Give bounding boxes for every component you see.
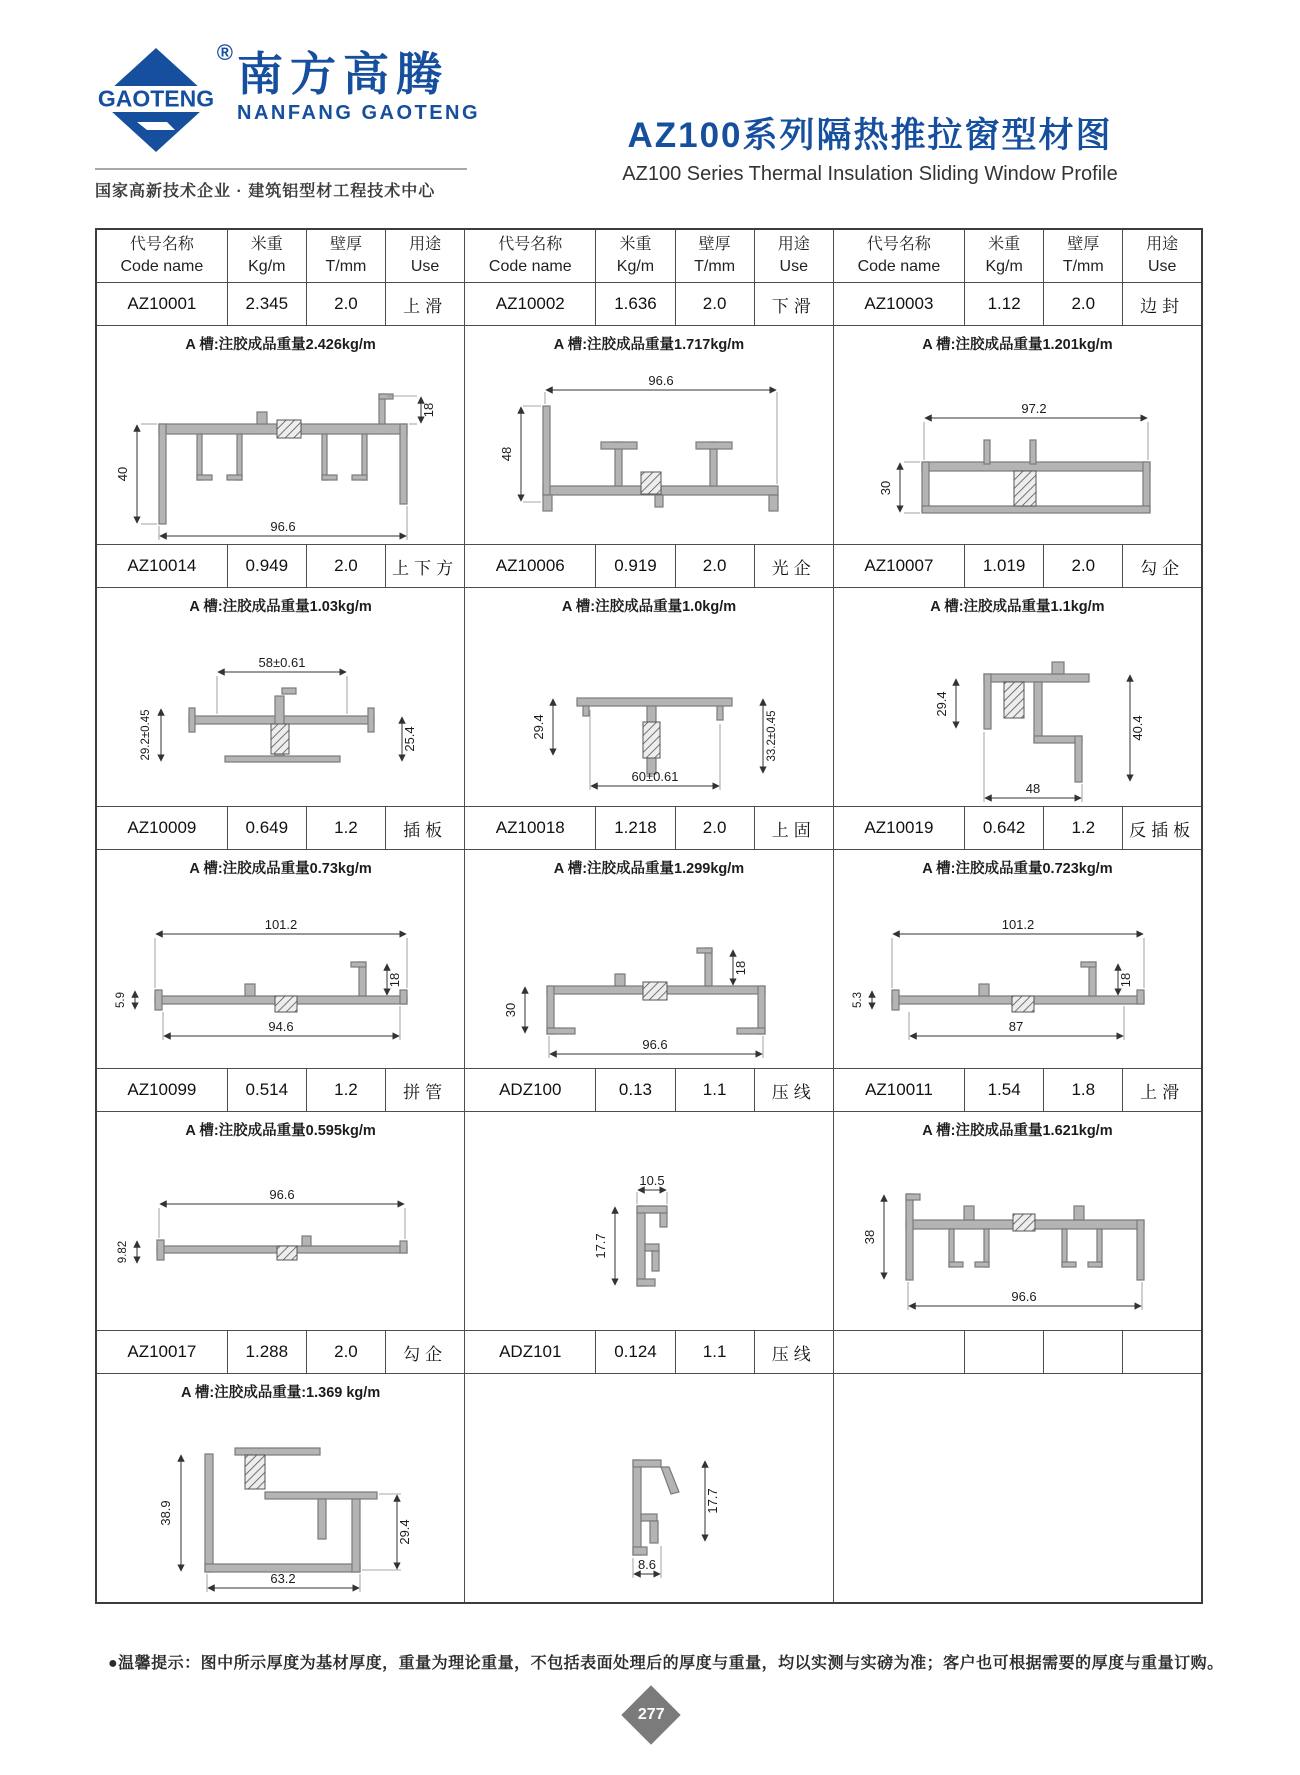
dim-label: 63.2 — [270, 1571, 296, 1586]
col-header-code-cn: 代号名称 — [129, 236, 194, 254]
profile-diagram-adz100 — [465, 1140, 833, 1330]
use-cell: 拼管 — [386, 1069, 465, 1112]
gaoteng-diamond-logo-icon — [95, 44, 217, 156]
weight-cell: 0.919 — [596, 545, 675, 588]
dim-label: 8.6 — [638, 1557, 657, 1572]
dim-label: 30 — [877, 480, 893, 496]
dim-label: 17.7 — [705, 1488, 721, 1514]
dim-label: 97.2 — [1021, 401, 1047, 416]
glue-weight-label: A 槽:注胶成品重量1.03kg/m — [189, 599, 372, 615]
dim-label: 101.2 — [1001, 917, 1035, 932]
brand-name-en: NANFANG GAOTENG — [237, 102, 481, 125]
code-cell-empty — [833, 1331, 964, 1374]
dim-label: 94.6 — [268, 1019, 294, 1034]
col-header-weight: 米重 Kg/m — [965, 229, 1044, 283]
col-header-use — [386, 229, 465, 283]
code-row-5 — [96, 1331, 1202, 1374]
drawing-cell-az10011 — [833, 1112, 1202, 1331]
drawing-row-1 — [96, 326, 1202, 545]
code-cell: AZ10003 — [833, 283, 964, 326]
profile-diagram-az10017 — [97, 1402, 465, 1602]
code-cell: AZ10006 — [465, 545, 596, 588]
dim-label: 87 — [1008, 1019, 1024, 1034]
company-tagline: 国家高新技术企业 · 建筑铝型材工程技术中心 — [95, 168, 467, 201]
thickness-cell: 1.1 — [675, 1331, 754, 1374]
use-cell: 光企 — [754, 545, 833, 588]
drawing-cell-az10002 — [465, 326, 834, 545]
weight-cell-empty — [965, 1331, 1044, 1374]
code-cell: ADZ100 — [465, 1069, 596, 1112]
profile-diagram-az10019 — [834, 878, 1202, 1068]
weight-cell: 1.54 — [965, 1069, 1044, 1112]
weight-cell: 1.218 — [596, 807, 675, 850]
col-header-code — [96, 229, 227, 283]
page-title-block — [535, 108, 1205, 186]
dim-label: 101.2 — [264, 917, 298, 932]
col-header-thickness: 壁厚 T/mm — [1044, 229, 1123, 283]
glue-weight-label: A 槽:注胶成品重量1.299kg/m — [553, 861, 745, 877]
col-header-code: 代号名称 Code name — [833, 229, 964, 283]
thickness-cell: 2.0 — [306, 1331, 385, 1374]
glue-weight-label: A 槽:注胶成品重量1.0kg/m — [561, 599, 737, 615]
profile-shape — [543, 406, 778, 511]
code-row-3 — [96, 807, 1202, 850]
footer-note: ●温馨提示：图中所示厚度为基材厚度，重量为理论重量，不包括表面处理后的厚度与重量，均以实测与实磅为准；客户也可根据需要的厚度与重量订购。 — [108, 1655, 1224, 1672]
drawing-cell-az10003 — [833, 326, 1202, 545]
profile-diagram-az10007 — [834, 616, 1202, 806]
profile-shape — [922, 440, 1150, 513]
dim-label: 18 — [387, 972, 402, 988]
thickness-cell: 2.0 — [306, 545, 385, 588]
thickness-cell: 2.0 — [675, 283, 754, 326]
glue-weight-label: A 槽:注胶成品重量2.426kg/m — [185, 337, 376, 353]
col-header-code-en: Code name — [120, 258, 204, 275]
drawing-cell-adz101 — [465, 1374, 834, 1604]
drawing-row-2 — [96, 588, 1202, 807]
profile-shape — [984, 662, 1089, 782]
weight-cell: 0.514 — [227, 1069, 306, 1112]
profile-shape — [155, 962, 407, 1012]
dim-label: 5.9 — [115, 992, 127, 1008]
dim-label: 40.4 — [1129, 715, 1145, 741]
weight-cell: 1.636 — [596, 283, 675, 326]
drawing-cell-az10001 — [96, 326, 465, 545]
code-cell: AZ10001 — [96, 283, 227, 326]
dim-label: 29.2±0.45 — [140, 709, 152, 761]
dim-label: 29.4 — [933, 691, 949, 717]
glue-weight-label: A 槽:注胶成品重量:1.369 kg/m — [180, 1385, 381, 1401]
glue-weight-label: A 槽:注胶成品重量1.201kg/m — [922, 337, 1113, 353]
table-header-row — [96, 229, 1202, 283]
glue-weight-label — [465, 1112, 833, 1140]
profile-shape — [159, 394, 407, 524]
dim-label: 58±0.61 — [258, 655, 306, 670]
col-header-use-cn: 用途 — [409, 236, 442, 254]
page-number: 277 — [637, 1705, 665, 1723]
drawing-cell-az10099 — [96, 1112, 465, 1331]
drawing-row-3 — [96, 850, 1202, 1069]
drawing-cell-adz100 — [465, 1112, 834, 1331]
code-cell: AZ10002 — [465, 283, 596, 326]
code-row-1 — [96, 283, 1202, 326]
code-row-4 — [96, 1069, 1202, 1112]
header — [95, 40, 1205, 201]
profile-diagram-adz101 — [465, 1402, 833, 1602]
glue-weight-label: A 槽:注胶成品重量1.621kg/m — [922, 1123, 1113, 1139]
profile-shape — [157, 1236, 407, 1260]
dim-label: 29.4 — [531, 714, 547, 740]
thickness-cell: 1.2 — [306, 807, 385, 850]
dim-label: 5.3 — [851, 992, 864, 1008]
code-cell: AZ10099 — [96, 1069, 227, 1112]
code-cell: AZ10009 — [96, 807, 227, 850]
drawing-cell-az10017 — [96, 1374, 465, 1604]
profile-shape — [637, 1206, 667, 1286]
thickness-cell: 2.0 — [306, 283, 385, 326]
code-cell: ADZ101 — [465, 1331, 596, 1374]
profile-diagram-az10006 — [465, 616, 833, 806]
col-header-thick-en: T/mm — [325, 258, 367, 275]
col-header-use: 用途 Use — [754, 229, 833, 283]
glue-weight-label: A 槽:注胶成品重量0.723kg/m — [922, 861, 1113, 877]
weight-cell: 1.288 — [227, 1331, 306, 1374]
col-header-weight-en: Kg/m — [248, 258, 286, 275]
weight-cell: 0.649 — [227, 807, 306, 850]
drawing-cell-az10018 — [465, 850, 834, 1069]
profile-shape — [577, 698, 732, 774]
use-cell: 压线 — [754, 1331, 833, 1374]
code-cell: AZ10019 — [833, 807, 964, 850]
profile-diagram-az10018 — [465, 878, 833, 1068]
dim-label: 30 — [503, 1002, 519, 1018]
col-header-use-en: Use — [410, 258, 440, 275]
dim-label: 96.6 — [642, 1037, 668, 1052]
profile-shape — [906, 1194, 1144, 1280]
thickness-cell-empty — [1044, 1331, 1123, 1374]
profile-diagram-az10099 — [97, 1140, 465, 1330]
dim-label: 96.6 — [269, 1187, 295, 1202]
dim-label: 17.7 — [593, 1233, 609, 1259]
page-title-cn: AZ100系列隔热推拉窗型材图 — [627, 116, 1113, 155]
profile-diagram-az10011 — [834, 1140, 1202, 1330]
use-cell: 上下方 — [386, 545, 465, 588]
code-cell: AZ10017 — [96, 1331, 227, 1374]
glue-weight-label: A 槽:注胶成品重量1.717kg/m — [553, 337, 745, 353]
code-cell: AZ10014 — [96, 545, 227, 588]
page-number-badge — [621, 1685, 680, 1744]
use-cell-empty — [1123, 1331, 1202, 1374]
brand-block — [237, 44, 480, 125]
profile-shape — [205, 1448, 377, 1572]
dim-label: 96.6 — [1011, 1289, 1037, 1304]
dim-label: 96.6 — [648, 373, 674, 388]
thickness-cell: 1.1 — [675, 1069, 754, 1112]
dim-label: 96.6 — [270, 519, 296, 534]
profile-diagram-az10014 — [97, 616, 465, 806]
dim-label: 38 — [861, 1229, 877, 1245]
weight-cell: 0.13 — [596, 1069, 675, 1112]
profile-diagram-az10001 — [97, 354, 465, 544]
thickness-cell: 1.2 — [306, 1069, 385, 1112]
weight-cell: 1.12 — [965, 283, 1044, 326]
col-header-thick-cn: 壁厚 — [329, 236, 362, 254]
col-header-weight: 米重 Kg/m — [596, 229, 675, 283]
use-cell: 反插板 — [1123, 807, 1202, 850]
dim-label: 33.2±0.45 — [766, 710, 779, 762]
dim-label: 60±0.61 — [631, 769, 679, 784]
dim-label: 25.4 — [402, 726, 417, 752]
dim-label: 9.82 — [117, 1240, 129, 1264]
use-cell: 下滑 — [754, 283, 833, 326]
drawing-cell-az10014 — [96, 588, 465, 807]
dim-label: 18 — [421, 402, 436, 418]
code-cell: AZ10018 — [465, 807, 596, 850]
use-cell: 压线 — [754, 1069, 833, 1112]
dim-label: 48 — [1025, 781, 1041, 796]
glue-weight-label: A 槽:注胶成品重量0.73kg/m — [189, 861, 372, 877]
glue-weight-label: A 槽:注胶成品重量0.595kg/m — [185, 1123, 376, 1139]
glue-weight-label: A 槽:注胶成品重量1.1kg/m — [930, 599, 1105, 615]
thickness-cell: 1.2 — [1044, 807, 1123, 850]
dim-label: 10.5 — [639, 1173, 665, 1188]
use-cell: 插板 — [386, 807, 465, 850]
drawing-row-5 — [96, 1374, 1202, 1604]
thickness-cell: 2.0 — [675, 545, 754, 588]
profile-table — [95, 228, 1203, 1604]
profile-shape — [892, 962, 1144, 1012]
code-cell: AZ10007 — [833, 545, 964, 588]
dim-label: 38.9 — [158, 1500, 173, 1526]
use-cell: 上滑 — [386, 283, 465, 326]
weight-cell: 0.949 — [227, 545, 306, 588]
weight-cell: 0.642 — [965, 807, 1044, 850]
code-cell: AZ10011 — [833, 1069, 964, 1112]
profile-diagram-az10003 — [834, 354, 1202, 544]
col-header-thickness — [306, 229, 385, 283]
dim-label: 18 — [733, 960, 749, 976]
thickness-cell: 1.8 — [1044, 1069, 1123, 1112]
dim-label: 29.4 — [397, 1519, 412, 1545]
use-cell: 上滑 — [1123, 1069, 1202, 1112]
weight-cell: 1.019 — [965, 545, 1044, 588]
dim-label: 48 — [499, 446, 515, 462]
use-cell: 边封 — [1123, 283, 1202, 326]
brand-name-cn: 南方高腾 — [237, 48, 449, 100]
drawing-cell-az10019 — [833, 850, 1202, 1069]
weight-cell: 2.345 — [227, 283, 306, 326]
drawing-cell-az10006 — [465, 588, 834, 807]
profile-shape — [633, 1460, 679, 1555]
company-logo — [95, 40, 233, 156]
use-cell: 上固 — [754, 807, 833, 850]
drawing-cell-empty — [833, 1374, 1202, 1604]
drawing-row-4 — [96, 1112, 1202, 1331]
registered-trademark: ® — [216, 40, 233, 65]
drawing-cell-az10007 — [833, 588, 1202, 807]
dim-label: 18 — [1117, 972, 1133, 988]
use-cell: 勾企 — [1123, 545, 1202, 588]
page-title-en: AZ100 Series Thermal Insulation Sliding Window Profile — [622, 163, 1118, 185]
drawing-cell-az10009 — [96, 850, 465, 1069]
weight-cell: 0.124 — [596, 1331, 675, 1374]
col-header-weight — [227, 229, 306, 283]
use-cell: 勾企 — [386, 1331, 465, 1374]
logo-text: GAOTENG — [97, 85, 215, 112]
code-row-2 — [96, 545, 1202, 588]
col-header-use: 用途 Use — [1123, 229, 1202, 283]
thickness-cell: 2.0 — [1044, 545, 1123, 588]
thickness-cell: 2.0 — [1044, 283, 1123, 326]
dim-label: 40 — [115, 466, 130, 482]
glue-weight-label — [465, 1374, 833, 1402]
col-header-weight-cn: 米重 — [250, 236, 283, 254]
col-header-thickness: 壁厚 T/mm — [675, 229, 754, 283]
col-header-code: 代号名称 Code name — [465, 229, 596, 283]
profile-diagram-az10002 — [465, 354, 833, 544]
profile-diagram-az10009 — [97, 878, 465, 1068]
thickness-cell: 2.0 — [675, 807, 754, 850]
